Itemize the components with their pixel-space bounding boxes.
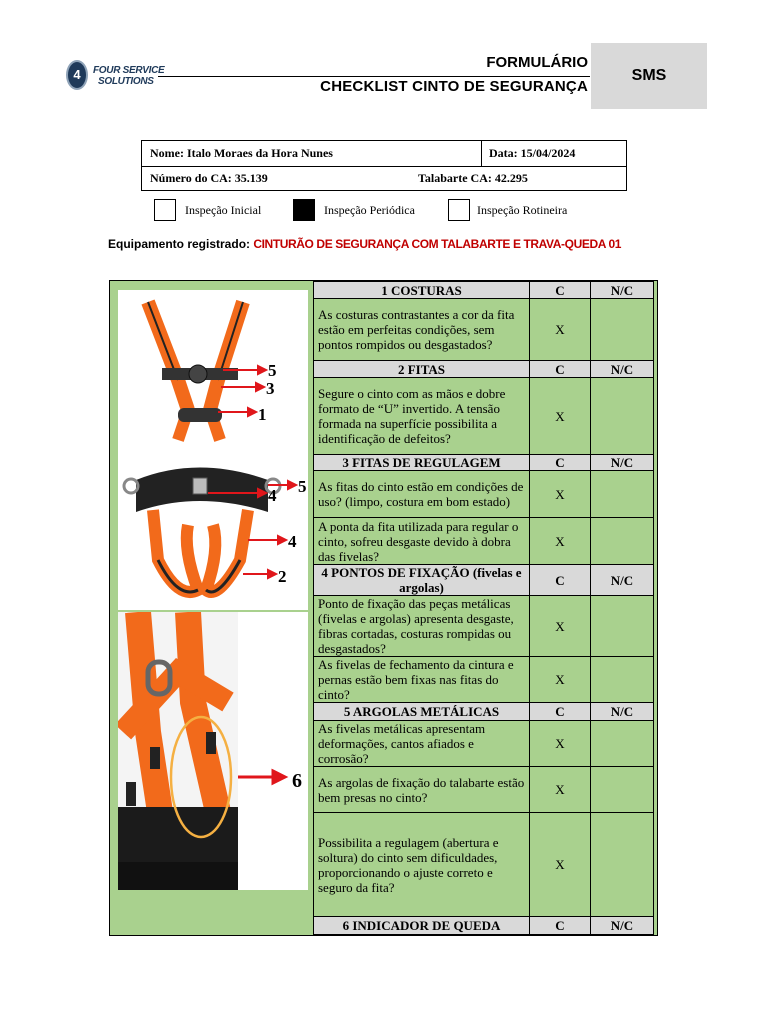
header-divider bbox=[158, 76, 590, 77]
non-compliant-cell[interactable] bbox=[591, 299, 654, 361]
inspection-initial-label: Inspeção Inicial bbox=[185, 203, 262, 217]
column-header-nc: N/C bbox=[591, 917, 654, 935]
compliant-cell[interactable]: X bbox=[530, 378, 591, 455]
diagram-label-2: 2 bbox=[278, 567, 287, 586]
checklist-row bbox=[314, 596, 654, 657]
diagram-label-1: 1 bbox=[258, 405, 267, 424]
checklist-table bbox=[313, 281, 654, 935]
checklist-row bbox=[314, 813, 654, 917]
compliant-cell[interactable]: X bbox=[530, 721, 591, 767]
equipment-value: CINTURÃO DE SEGURANÇA COM TALABARTE E TRAVA-QUEDA 01 bbox=[253, 237, 622, 251]
diagram-label-6: 6 bbox=[292, 770, 302, 792]
diagram-label-4a: 4 bbox=[268, 486, 277, 505]
compliant-cell[interactable]: X bbox=[530, 596, 591, 657]
compliant-cell[interactable]: X bbox=[530, 471, 591, 518]
buckle-illustration bbox=[118, 612, 308, 890]
column-header-nc: N/C bbox=[591, 565, 654, 596]
compliant-cell[interactable]: X bbox=[530, 518, 591, 565]
checklist-row bbox=[314, 299, 654, 361]
non-compliant-cell[interactable] bbox=[591, 471, 654, 518]
checklist-row bbox=[314, 471, 654, 518]
date-field[interactable]: Data: 15/04/2024 bbox=[489, 146, 576, 160]
equipment-line bbox=[108, 237, 621, 251]
inspection-periodic[interactable] bbox=[293, 199, 443, 221]
info-row-2 bbox=[142, 166, 626, 191]
logo-mark: 4 bbox=[66, 60, 88, 90]
column-header-c: C bbox=[530, 361, 591, 378]
talabarte-ca-field[interactable]: Talabarte CA: 42.295 bbox=[418, 171, 528, 185]
non-compliant-cell[interactable] bbox=[591, 767, 654, 813]
name-field[interactable]: Nome: Italo Moraes da Hora Nunes bbox=[150, 146, 333, 160]
logo-text-line1: FOUR SERVICE bbox=[93, 65, 165, 76]
inspection-initial[interactable] bbox=[154, 199, 284, 221]
non-compliant-cell[interactable] bbox=[591, 378, 654, 455]
column-header-c: C bbox=[530, 455, 591, 471]
inspection-routine-label: Inspeção Rotineira bbox=[477, 203, 568, 217]
diagram-label-5b: 5 bbox=[298, 477, 307, 496]
section-title: 4 PONTOS DE FIXAÇÃO (fivelas e argolas) bbox=[314, 565, 530, 596]
checklist-row bbox=[314, 721, 654, 767]
inspection-periodic-label: Inspeção Periódica bbox=[324, 203, 415, 217]
question-text: As costuras contrastantes a cor da fita estão em perfeitas condições, sem pontos rompidos ou desgastados? bbox=[314, 299, 530, 361]
sms-badge: SMS bbox=[591, 43, 707, 109]
question-text: As fivelas de fechamento da cintura e pernas estão bem fixas nas fitas do cinto? bbox=[314, 657, 530, 703]
question-text: Segure o cinto com as mãos e dobre formato de “U” invertido. A tensão formada na superfície possibilita a identificação de defeitos? bbox=[314, 378, 530, 455]
checklist-row bbox=[314, 657, 654, 703]
section-title: 2 FITAS bbox=[314, 361, 530, 378]
column-header-c: C bbox=[530, 282, 591, 299]
ca-number-field[interactable]: Número do CA: 35.139 bbox=[150, 171, 268, 185]
logo-text-line2: SOLUTIONS bbox=[98, 76, 154, 87]
section-title: 3 FITAS DE REGULAGEM bbox=[314, 455, 530, 471]
section-title: 6 INDICADOR DE QUEDA bbox=[314, 917, 530, 935]
non-compliant-cell[interactable] bbox=[591, 813, 654, 917]
section-header bbox=[314, 455, 654, 471]
column-header-c: C bbox=[530, 917, 591, 935]
column-header-c: C bbox=[530, 703, 591, 721]
question-text: As argolas de fixação do talabarte estão bem presas no cinto? bbox=[314, 767, 530, 813]
checklist-panel bbox=[109, 280, 658, 936]
column-header-c: C bbox=[530, 565, 591, 596]
column-header-nc: N/C bbox=[591, 282, 654, 299]
buckle-photo bbox=[118, 612, 308, 890]
compliant-cell[interactable]: X bbox=[530, 657, 591, 703]
diagram-label-5a: 5 bbox=[268, 361, 277, 380]
question-text: Ponto de fixação das peças metálicas (fivelas e argolas) apresenta desgaste, fibras cortadas, costuras rompidas ou desgastados? bbox=[314, 596, 530, 657]
company-logo bbox=[66, 60, 165, 94]
section-title: 1 COSTURAS bbox=[314, 282, 530, 299]
section-header bbox=[314, 361, 654, 378]
form-subtitle: CHECKLIST CINTO DE SEGURANÇA bbox=[320, 78, 588, 95]
info-row-1 bbox=[142, 141, 626, 167]
non-compliant-cell[interactable] bbox=[591, 721, 654, 767]
column-header-nc: N/C bbox=[591, 361, 654, 378]
question-text: As fivelas metálicas apresentam deformações, cantos afiados e corrosão? bbox=[314, 721, 530, 767]
section-header bbox=[314, 703, 654, 721]
question-text: Possibilita a regulagem (abertura e soltura) do cinto sem dificuldades, proporcionando o ajuste correto e seguro da fita? bbox=[314, 813, 530, 917]
non-compliant-cell[interactable] bbox=[591, 596, 654, 657]
inspection-initial-checkbox[interactable] bbox=[154, 199, 176, 221]
checklist-row bbox=[314, 518, 654, 565]
checklist-row bbox=[314, 378, 654, 455]
info-table bbox=[141, 140, 627, 191]
inspection-routine[interactable] bbox=[448, 199, 598, 221]
section-header bbox=[314, 282, 654, 299]
question-text: As fitas do cinto estão em condições de uso? (limpo, costura em bom estado) bbox=[314, 471, 530, 518]
harness-illustration bbox=[118, 290, 308, 610]
non-compliant-cell[interactable] bbox=[591, 657, 654, 703]
equipment-label: Equipamento registrado: bbox=[108, 237, 251, 251]
compliant-cell[interactable]: X bbox=[530, 767, 591, 813]
harness-diagram bbox=[118, 290, 308, 610]
section-title: 5 ARGOLAS METÁLICAS bbox=[314, 703, 530, 721]
inspection-periodic-checkbox[interactable] bbox=[293, 199, 315, 221]
section-header bbox=[314, 917, 654, 935]
inspection-routine-checkbox[interactable] bbox=[448, 199, 470, 221]
compliant-cell[interactable]: X bbox=[530, 813, 591, 917]
form-title: FORMULÁRIO bbox=[486, 54, 588, 71]
question-text: A ponta da fita utilizada para regular o cinto, sofreu desgaste devido à dobra das fivelas? bbox=[314, 518, 530, 565]
diagram-label-3: 3 bbox=[266, 379, 275, 398]
section-header bbox=[314, 565, 654, 596]
diagram-label-4b: 4 bbox=[288, 532, 297, 551]
non-compliant-cell[interactable] bbox=[591, 518, 654, 565]
column-header-nc: N/C bbox=[591, 703, 654, 721]
column-header-nc: N/C bbox=[591, 455, 654, 471]
compliant-cell[interactable]: X bbox=[530, 299, 591, 361]
checklist-row bbox=[314, 767, 654, 813]
